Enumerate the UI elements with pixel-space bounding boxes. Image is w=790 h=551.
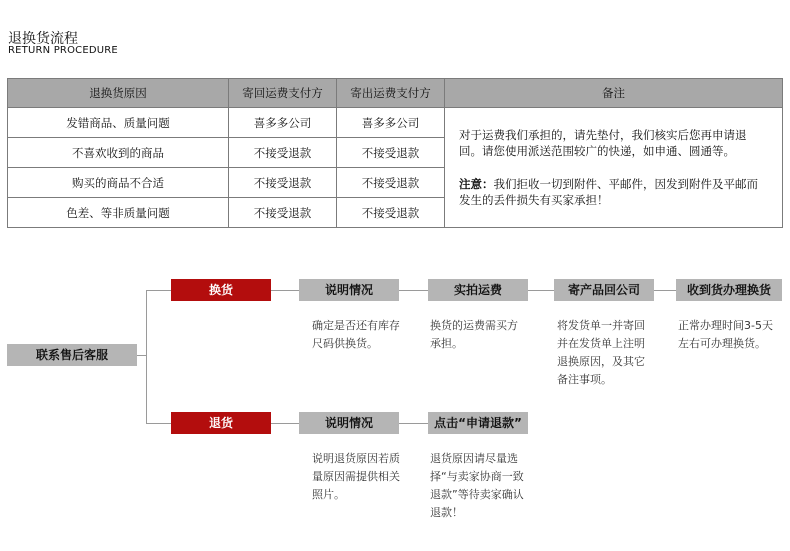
exchange-step-send-back: 寄产品回公司 <box>554 279 654 301</box>
note-paragraph: 对于运费我们承担的，请先垫付，我们核实后您再申请退回。请您使用派送范围较广的快递，如申通、圆通等。 <box>459 128 747 158</box>
table-cell-notes <box>445 108 783 228</box>
refund-label: 退货 <box>171 412 271 434</box>
table-header-notes: 备注 <box>445 79 783 108</box>
exchange-step-process: 收到货办理换货 <box>676 279 782 301</box>
table-cell-reason: 色差、等非质量问题 <box>8 198 229 228</box>
table-cell-outbound-shipping: 不接受退款 <box>337 168 445 198</box>
table-header-row <box>8 79 783 108</box>
table-cell-reason: 不喜欢收到的商品 <box>8 138 229 168</box>
table-cell-return-shipping: 不接受退款 <box>229 198 337 228</box>
page-title: 退换货流程 <box>8 31 78 47</box>
table-header-return-shipping: 寄回运费支付方 <box>229 79 337 108</box>
page-subtitle: RETURN PROCEDURE <box>8 45 118 56</box>
table-cell-return-shipping: 不接受退款 <box>229 168 337 198</box>
table-cell-outbound-shipping: 不接受退款 <box>337 138 445 168</box>
refund-step-apply: 点击“申请退款” <box>428 412 528 434</box>
table-cell-reason: 购买的商品不合适 <box>8 168 229 198</box>
refund-step-explain: 说明情况 <box>299 412 399 434</box>
table-cell-reason: 发错商品、质量问题 <box>8 108 229 138</box>
table-cell-return-shipping: 喜多多公司 <box>229 108 337 138</box>
exchange-step-shipping-fee: 实拍运费 <box>428 279 528 301</box>
note-warning-text: 我们拒收一切到附件、平邮件，因发到附件及平邮而发生的丢件损失有买家承担！ <box>459 177 758 207</box>
connector-line <box>146 290 147 423</box>
table-header-reason: 退换货原因 <box>8 79 229 108</box>
return-policy-table <box>7 78 783 228</box>
table-header-outbound-shipping: 寄出运费支付方 <box>337 79 445 108</box>
exchange-step-explain: 说明情况 <box>299 279 399 301</box>
table-cell-outbound-shipping: 喜多多公司 <box>337 108 445 138</box>
table-cell-return-shipping: 不接受退款 <box>229 138 337 168</box>
table-cell-outbound-shipping: 不接受退款 <box>337 198 445 228</box>
refund-desc-apply: 退货原因请尽量选择“与卖家协商一致退款”等待卖家确认退款！ <box>430 452 524 519</box>
exchange-desc-send-back: 将发货单一并寄回并在发货单上注明退换原因，及其它备注事项。 <box>557 319 645 386</box>
exchange-label: 换货 <box>171 279 271 301</box>
exchange-desc-explain: 确定是否还有库存尺码供换货。 <box>312 319 400 350</box>
exchange-desc-shipping-fee: 换货的运费需买方承担。 <box>430 319 518 350</box>
table-row <box>8 108 783 138</box>
exchange-desc-process: 正常办理时间3-5天左右可办理换货。 <box>678 319 773 350</box>
note-warning-label: 注意： <box>459 177 494 191</box>
note-warning <box>459 176 768 208</box>
refund-desc-explain: 说明退货原因若质量原因需提供相关照片。 <box>312 452 400 501</box>
contact-support-box: 联系售后客服 <box>7 344 137 366</box>
